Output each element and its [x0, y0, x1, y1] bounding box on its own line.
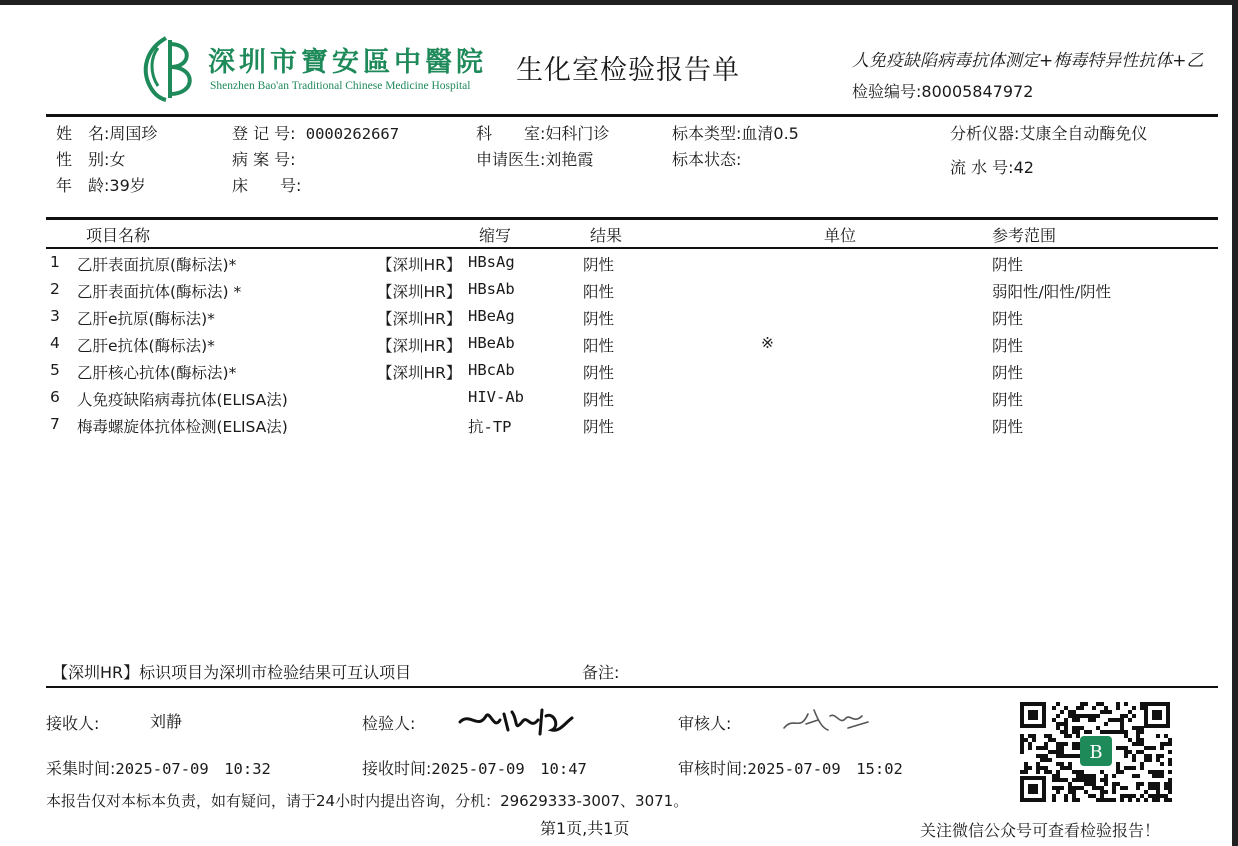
row-result: 阳性 [583, 283, 615, 301]
page-number: 第1页,共1页 [540, 819, 630, 838]
header-result: 结果 [590, 226, 623, 245]
header-unit: 单位 [824, 226, 857, 245]
row-item-name: 乙肝e抗原(酶标法)* [77, 310, 215, 328]
row-item-name: 乙肝表面抗原(酶标法)* [77, 256, 237, 274]
row-hr-tag: 【深圳HR】 [377, 256, 462, 274]
row-number: 5 [50, 361, 60, 379]
footer-rule [46, 686, 1218, 688]
receive-time: 接收时间:2025-07-09 10:47 [362, 759, 587, 778]
remark-label: 备注: [582, 663, 620, 682]
row-reference: 阴性 [992, 418, 1024, 436]
row-reference: 阴性 [992, 391, 1024, 409]
row-number: 3 [50, 307, 60, 325]
bed-number: 床 号: [232, 176, 302, 195]
collect-time: 采集时间:2025-07-09 10:32 [46, 759, 271, 778]
report-title: 生化室检验报告单 [516, 55, 740, 86]
reviewer-label: 审核人: [678, 714, 732, 733]
header-item: 项目名称 [86, 226, 151, 245]
row-flag: ※ [761, 334, 774, 352]
hr-note: 【深圳HR】标识项目为深圳市检验结果可互认项目 [52, 663, 412, 682]
row-result: 阴性 [583, 364, 615, 382]
wechat-note: 关注微信公众号可查看检验报告！ [920, 821, 1161, 840]
row-result: 阴性 [583, 418, 615, 436]
row-item-name: 乙肝e抗体(酶标法)* [77, 337, 215, 355]
row-reference: 阴性 [992, 337, 1024, 355]
hospital-logo-icon [136, 34, 204, 104]
row-number: 6 [50, 388, 60, 406]
row-abbr: 抗-TP [468, 418, 512, 436]
exam-number-value: 80005847972 [921, 82, 1034, 101]
patient-sex: 性 别:女 [56, 150, 126, 169]
tester-signature-icon [456, 700, 576, 740]
specimen-state: 标本状态: [672, 150, 742, 169]
svg-text:B: B [1089, 742, 1103, 763]
receiver-label: 接收人: [46, 714, 100, 733]
row-abbr: HBsAb [468, 280, 515, 298]
review-time: 审核时间:2025-07-09 15:02 [678, 759, 903, 778]
row-result: 阴性 [583, 310, 615, 328]
row-abbr: HBsAg [468, 253, 515, 271]
row-number: 1 [50, 253, 60, 271]
patient-age: 年 龄:39岁 [56, 176, 146, 195]
row-abbr: HBcAb [468, 361, 515, 379]
row-abbr: HIV-Ab [468, 388, 524, 406]
row-result: 阴性 [583, 391, 615, 409]
row-reference: 阴性 [992, 256, 1024, 274]
case-number: 病 案 号: [232, 150, 296, 169]
tester-label: 检验人: [362, 714, 416, 733]
registration-number: 登 记 号: 0000262667 [232, 124, 400, 143]
top-border [0, 0, 1238, 5]
serial-number: 流 水 号:42 [950, 158, 1034, 177]
row-number: 4 [50, 334, 60, 352]
disclaimer: 本报告仅对本标本负责，如有疑问，请于24小时内提出咨询，分机：29629333-3007、3071。 [46, 792, 689, 810]
exam-number [852, 79, 1033, 102]
receiver-name: 刘静 [150, 712, 183, 731]
specimen-type: 标本类型:血清0.5 [672, 124, 799, 143]
qr-code-icon[interactable] [1018, 700, 1174, 804]
row-hr-tag: 【深圳HR】 [377, 310, 462, 328]
row-number: 7 [50, 415, 60, 433]
hospital-name-cn: 深圳市寶安區中醫院 [208, 47, 487, 78]
row-reference: 弱阳性/阳性/阴性 [992, 283, 1111, 301]
department: 科 室:妇科门诊 [476, 124, 610, 143]
hospital-name-en: Shenzhen Bao'an Traditional Chinese Medicine Hospital [210, 80, 471, 92]
report-subtitle: 人免疫缺陷病毒抗体测定+梅毒特异性抗体+乙 [852, 51, 1204, 71]
row-hr-tag: 【深圳HR】 [377, 337, 462, 355]
requesting-doctor: 申请医生:刘艳霞 [476, 150, 594, 169]
row-item-name: 人免疫缺陷病毒抗体(ELISA法) [77, 391, 288, 409]
row-result: 阴性 [583, 256, 615, 274]
header-ref: 参考范围 [992, 226, 1057, 245]
table-header-rule [46, 247, 1218, 249]
row-reference: 阴性 [992, 310, 1024, 328]
exam-number-label: 检验编号: [852, 82, 922, 101]
right-border [1232, 0, 1238, 846]
row-reference: 阴性 [992, 364, 1024, 382]
patient-name: 姓 名:周国珍 [56, 124, 158, 143]
table-top-rule [46, 217, 1218, 220]
header-rule [46, 114, 1218, 117]
row-abbr: HBeAb [468, 334, 515, 352]
row-abbr: HBeAg [468, 307, 515, 325]
row-hr-tag: 【深圳HR】 [377, 283, 462, 301]
header-abbr: 缩写 [479, 226, 512, 245]
row-item-name: 乙肝核心抗体(酶标法)* [77, 364, 237, 382]
row-item-name: 乙肝表面抗体(酶标法) * [77, 283, 242, 301]
row-result: 阳性 [583, 337, 615, 355]
row-number: 2 [50, 280, 60, 298]
row-item-name: 梅毒螺旋体抗体检测(ELISA法) [77, 418, 288, 436]
reviewer-signature-icon [778, 702, 874, 738]
analyzer: 分析仪器:艾康全自动酶免仪 [950, 124, 1148, 143]
row-hr-tag: 【深圳HR】 [377, 364, 462, 382]
